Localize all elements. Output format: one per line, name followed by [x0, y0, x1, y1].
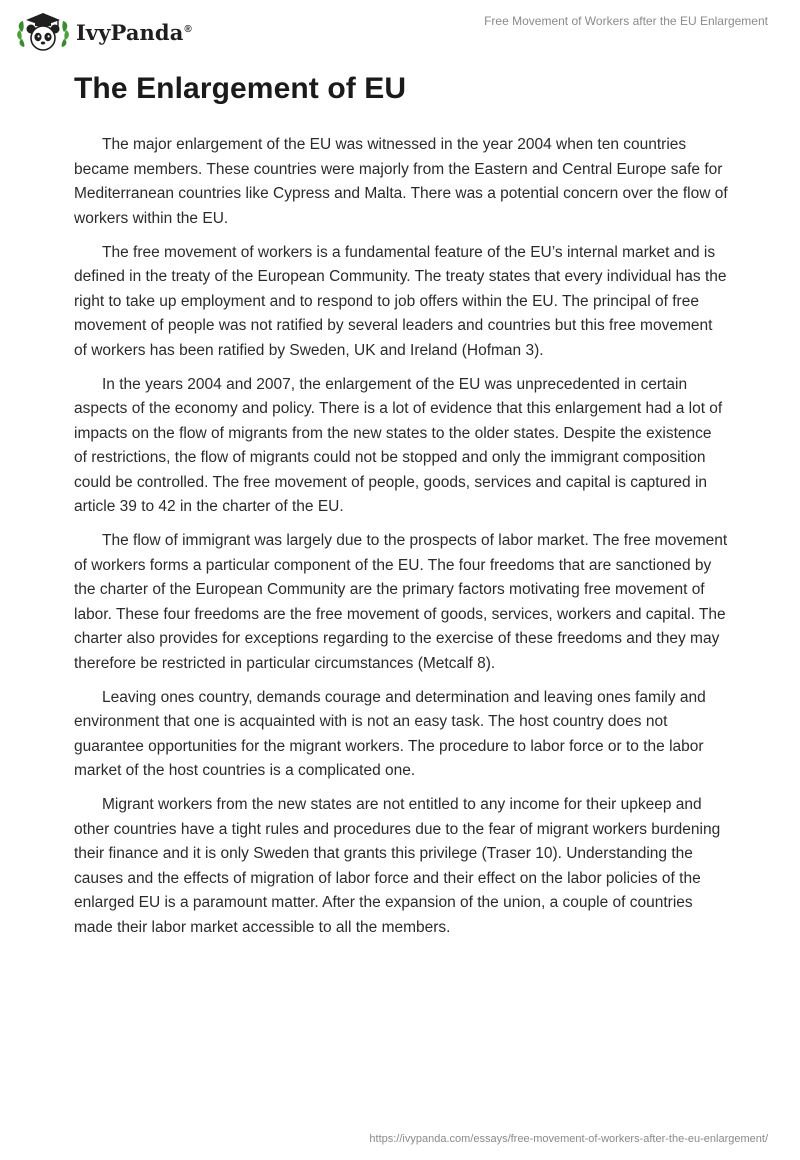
registered-mark: ® — [184, 23, 192, 35]
paragraph-2: The free movement of workers is a fundamental feature of the EU’s internal market and is defined in the treaty of the European Community. The treaty states that every individual has the right to take up employment and to respond to job offers within the EU. The principal of free movement of people was not ratified by several leaders and countries but this free movement of workers has been ratified by Sweden, UK and Ireland (Hofman 3). — [74, 243, 727, 359]
paragraph-3: In the years 2004 and 2007, the enlargement of the EU was unprecedented in certain aspects of the economy and policy. There is a lot of evidence that this enlargement had a lot of impacts on the flow of migrants from the new states to the older states. Despite the existence of restrictions, the flow of migrants could not be stopped and only the immigrant composition could be controlled. The free movement of people, goods, services and capital is captured in article 39 to 42 in the charter of the EU. — [74, 375, 723, 515]
document-title: Free Movement of Workers after the EU Enlargement — [484, 14, 768, 28]
article-heading: The Enlargement of EU — [74, 72, 407, 105]
article-body — [74, 133, 728, 950]
paragraph-6: Migrant workers from the new states are not entitled to any income for their upkeep and other countries have a tight rules and procedures due to the fear of migrant workers burdening their finance and it is only Sweden that grants this privilege (Traser 10). Understanding the causes and the effects of migration of labor force and their effect on the labor policies of the enlarged EU is a paramount matter. After the expansion of the union, a couple of countries made their labor market accessible to all the members. — [74, 796, 721, 936]
paragraph-1: The major enlargement of the EU was witnessed in the year 2004 when ten countries became members. These countries were majorly from the Eastern and Central Europe safe for Mediterranean countries like Cypress and Malta. There was a potential concern over the flow of workers within the EU. — [74, 136, 728, 227]
paragraph-4: The flow of immigrant was largely due to the prospects of labor market. The free movement of workers forms a particular component of the EU. The four freedoms that are sanctioned by the charter of the European Community are the primary factors motivating free movement of labor. These four freedoms are the free movement of goods, services, workers and capital. The charter also provides for exceptions regarding to the exercise of these freedoms and they may therefore be restricted in particular circumstances (Metcalf 8). — [74, 532, 728, 672]
paragraph-5: Leaving ones country, demands courage and determination and leaving ones family and environment that one is acquainted with is not an easy task. The host country does not guarantee opportunities for the migrant workers. The procedure to labor force or to the labor market of the host countries is a complicated one. — [74, 688, 706, 779]
source-url-link[interactable]: https://ivypanda.com/essays/free-movement-of-workers-after-the-eu-enlargement/ — [369, 1133, 768, 1145]
panda-graduate-icon — [16, 10, 70, 54]
ivypanda-logo[interactable] — [16, 10, 192, 54]
page-header — [0, 0, 800, 62]
brand-name: IvyPanda® — [76, 19, 192, 45]
